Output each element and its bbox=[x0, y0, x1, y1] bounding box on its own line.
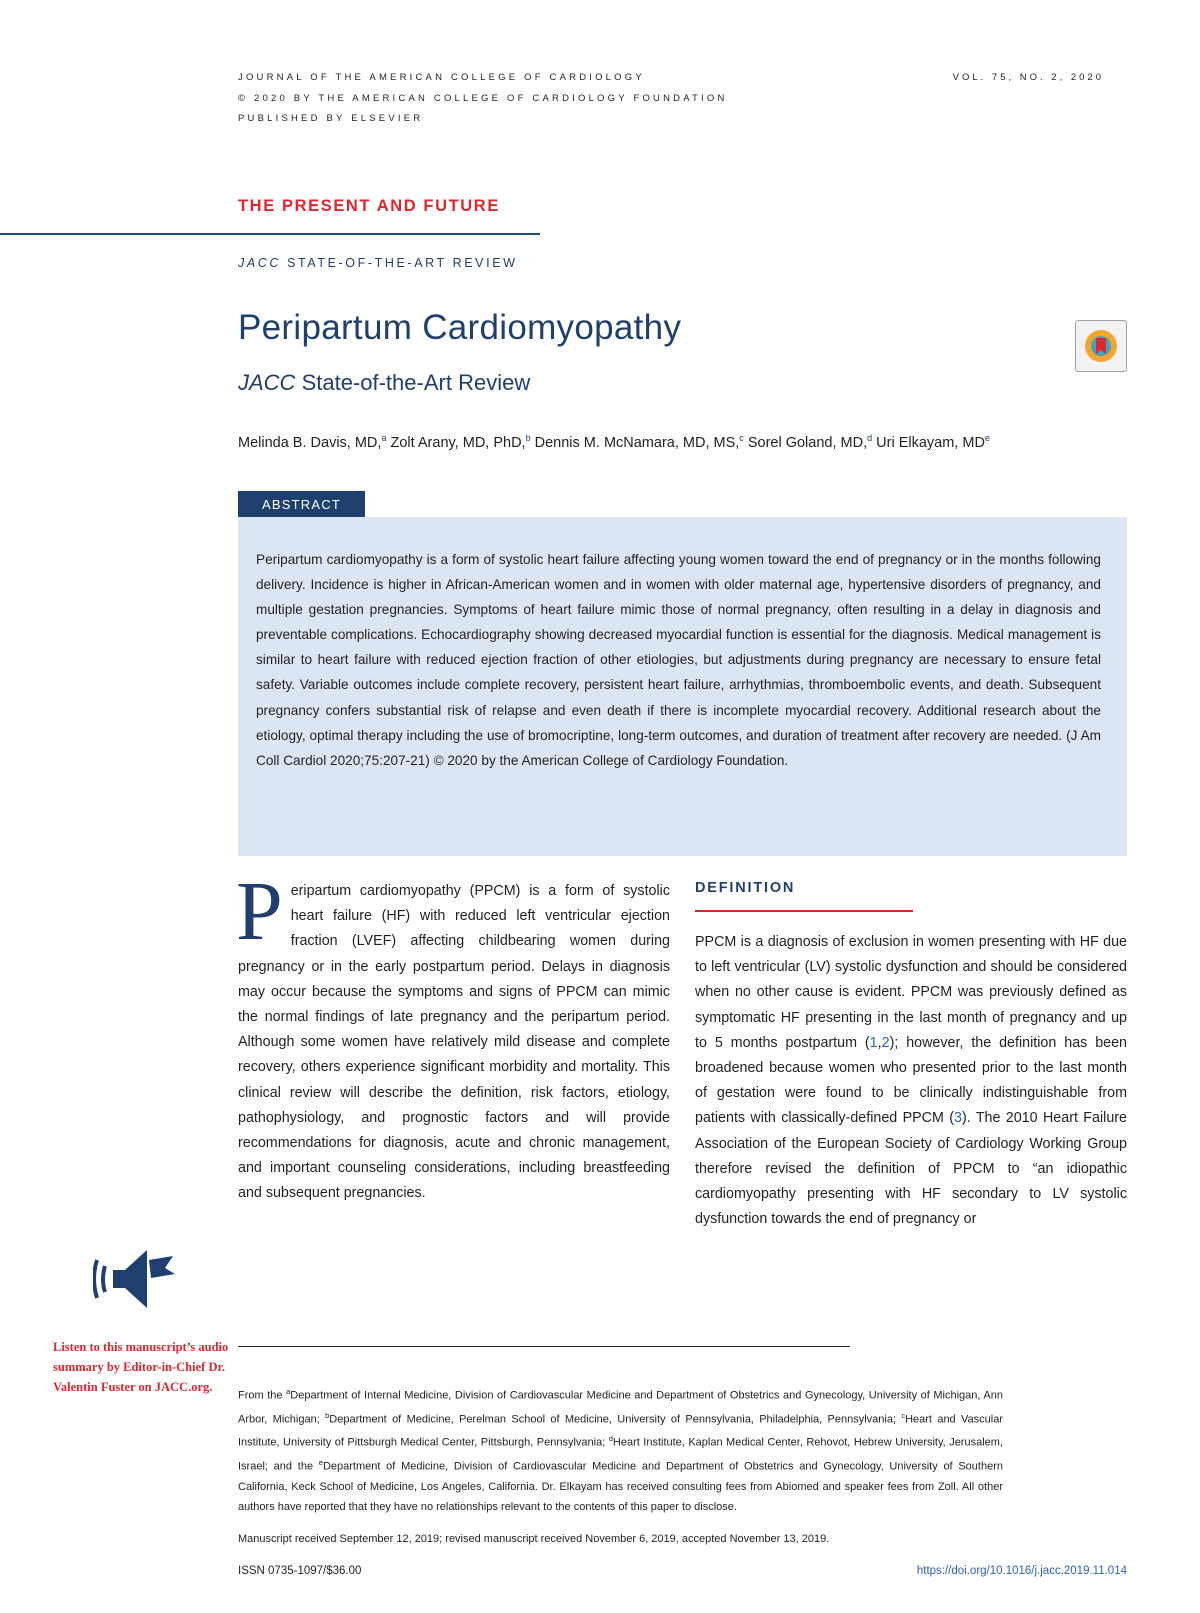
issn: ISSN 0735-1097/$36.00 bbox=[238, 1565, 362, 1577]
author-affiliation: d bbox=[867, 433, 873, 443]
subtitle-jacc: JACC bbox=[238, 370, 296, 395]
author-name: Uri Elkayam, MD bbox=[876, 434, 985, 451]
manuscript-dates: Manuscript received September 12, 2019; revised manuscript received November 6, 2019, accepted November 13, 2019. bbox=[238, 1533, 830, 1545]
drop-cap: P bbox=[236, 865, 283, 958]
subtitle-rest: State-of-the-Art Review bbox=[295, 370, 531, 395]
definition-heading: DEFINITION bbox=[695, 880, 796, 896]
reference-link[interactable]: 3 bbox=[954, 1110, 962, 1127]
footnote-divider bbox=[238, 1346, 850, 1347]
article-type-rest: STATE-OF-THE-ART REVIEW bbox=[281, 256, 518, 270]
author-affiliation: e bbox=[984, 433, 990, 443]
author-affiliation: a bbox=[381, 433, 387, 443]
affiliation-intro: From the bbox=[238, 1389, 287, 1402]
definition-text-3: ). The 2010 Heart Failure Association of the European Society of Cardiology Working Group therefore revised the definition of PPCM to “an idiopathic cardiomyopathy presenting with HF secondary to LV systolic dysfunction towards the end of pregnancy or bbox=[695, 1110, 1127, 1228]
abstract-text bbox=[256, 547, 1101, 773]
article-subtitle bbox=[238, 370, 530, 396]
doi-link[interactable]: https://doi.org/10.1016/j.jacc.2019.11.014 bbox=[916, 1565, 1127, 1577]
intro-text: eripartum cardiomyopathy (PPCM) is a form of systolic heart failure (HF) with reduced left ventricular ejection fraction (LVEF) affecting childbearing women during pregnancy or in the early postpartum period. Delays in diagnosis may occur because the symptoms and signs of PPCM can mimic the normal findings of late pregnancy and the peripartum period. Although some women have relatively mild disease and complete recovery, others experience significant morbidity and mortality. This clinical review will describe the definition, risk factors, etiology, pathophysiology, and prognostic factors and will provide recommendations for diagnosis, acute and chronic management, and important counseling considerations, including breastfeeding and subsequent pregnancies. bbox=[238, 883, 670, 1202]
article-type-jacc: JACC bbox=[238, 256, 282, 270]
volume-info: VOL. 75, NO. 2, 2020 bbox=[952, 72, 1104, 83]
definition-paragraph bbox=[695, 930, 1127, 1232]
author-name: Melinda B. Davis, MD, bbox=[238, 434, 382, 451]
abstract-citation: (J Am Coll Cardiol 2020;75:207-21) © 2020 by the American College of Cardiology Foundation. bbox=[256, 727, 1101, 768]
intro-paragraph bbox=[236, 865, 670, 1207]
audio-summary-caption[interactable]: Listen to this manuscript’s audio summary by Editor-in-Chief Dr. Valentin Fuster on JACC.org. bbox=[53, 1340, 229, 1394]
copyright-line: © 2020 BY THE AMERICAN COLLEGE OF CARDIOLOGY FOUNDATION bbox=[238, 93, 728, 104]
author-affiliation: b bbox=[525, 433, 531, 443]
crossmark-graphic bbox=[1083, 328, 1119, 364]
abstract-label: ABSTRACT bbox=[238, 491, 365, 517]
reference-link[interactable]: 1 bbox=[869, 1034, 878, 1051]
author-name: Dennis M. McNamara, MD, MS, bbox=[534, 434, 740, 451]
journal-name: JOURNAL OF THE AMERICAN COLLEGE OF CARDIOLOGY bbox=[238, 72, 645, 83]
audio-speaker-icon[interactable] bbox=[93, 1246, 175, 1312]
author-name: Sorel Goland, MD, bbox=[747, 434, 868, 451]
affiliation-d: Heart Institute, Kaplan Medical Center, Rehovot, Hebrew University, Jerusalem, Israel; and the bbox=[238, 1436, 1003, 1473]
section-label: THE PRESENT AND FUTURE bbox=[238, 197, 500, 215]
speaker-graphic bbox=[93, 1246, 175, 1312]
crossmark-icon[interactable] bbox=[1075, 320, 1127, 372]
affiliation-b: Department of Medicine, Perelman School of Medicine, University of Pennsylvania, Philadelphia, Pennsylvania; bbox=[329, 1413, 902, 1426]
author-list bbox=[238, 433, 1128, 451]
affiliation-a: Department of Internal Medicine, Division of Cardiovascular Medicine and Department of Obstetrics and Gynecology, University of Michigan, Ann Arbor, Michigan; bbox=[238, 1389, 1003, 1426]
section-divider bbox=[0, 233, 540, 235]
affiliation-e: Department of Medicine, Division of Cardiovascular Medicine and Department of Obstetrics and Gynecology, University of Southern California, Keck School of Medicine, Los Angeles, California. Dr. Elkayam has received consulting fees from Abiomed and speaker fees from Zoll. All other authors have reported that they have no relationships relevant to the contents of this paper to disclose. bbox=[238, 1460, 1003, 1513]
definition-text-1: PPCM is a diagnosis of exclusion in women presenting with HF due to left ventricular (LV) systolic dysfunction and should be considered when no other cause is evident. PPCM was previously defined as symptomatic HF presenting in the last month of pregnancy and up to 5 months postpartum ( bbox=[695, 934, 1127, 1051]
article-type bbox=[238, 256, 518, 270]
definition-text-2: ); however, the definition has been broadened because women who presented prior to the last month of gestation were found to be clinically indistinguishable from patients with classically-defined PPCM ( bbox=[695, 1034, 1128, 1127]
author-name: Zolt Arany, MD, PhD, bbox=[390, 434, 526, 451]
affiliation-c: Heart and Vascular Institute, University of Pittsburgh Medical Center, Pittsburgh, Pennsylvania; bbox=[238, 1413, 1003, 1449]
reference-separator: , bbox=[877, 1034, 882, 1051]
author-affiliation: c bbox=[739, 433, 744, 443]
definition-divider bbox=[695, 910, 913, 912]
article-title: Peripartum Cardiomyopathy bbox=[238, 308, 682, 347]
affiliations: From the $^a$Department of Internal Medicine, Division of Cardiovascular Medicine and Department of Obstetrics and Gynecology, University of Michigan, Ann Arbor, Michigan; $^b$Department of Medicine, Perelman School of Medicine, University of Pennsylvania, Philadelphia, Pennsylvania; $^c$Heart and Vascular Institute, University of Pittsburgh Medical Center, Pittsburgh, Pennsylvania; $^d$Heart Institute, Kaplan Medical Center, Rehovot, Hebrew University, Jerusalem, Israel; and the $^e$Department of Medicine, Division of Cardiovascular Medicine and Department of Obstetrics and Gynecology, University of Southern California, Keck School of Medicine, Los Angeles, California. Dr. Elkayam has received consulting fees from Abiomed and speaker fees from Zoll. All other authors have reported that they have no relationships relevant to the contents of this paper to disclose. bbox=[238, 1387, 1003, 1513]
abstract-body: Peripartum cardiomyopathy is a form of systolic heart failure affecting young women toward the end of pregnancy or in the months following delivery. Incidence is higher in African-American women and in women with older maternal age, hypertensive disorders of pregnancy, and multiple gestation pregnancies. Symptoms of heart failure mimic those of normal pregnancy, often resulting in a delay in diagnosis and preventable complications. Echocardiography showing decreased myocardial function is essential for the diagnosis. Medical management is similar to heart failure with reduced ejection fraction of other etiologies, but adjustments during pregnancy are necessary to ensure fetal safety. Variable outcomes include complete recovery, persistent heart failure, arrhythmias, thromboembolic events, and death. Subsequent pregnancy confers substantial risk of relapse and even death if there is incomplete myocardial recovery. Additional research about the etiology, optimal therapy including the use of bromocriptine, long-term outcomes, and duration of treatment after recovery are needed. bbox=[256, 552, 1101, 743]
publisher-line: PUBLISHED BY ELSEVIER bbox=[238, 113, 424, 124]
reference-link[interactable]: 2 bbox=[881, 1034, 890, 1051]
